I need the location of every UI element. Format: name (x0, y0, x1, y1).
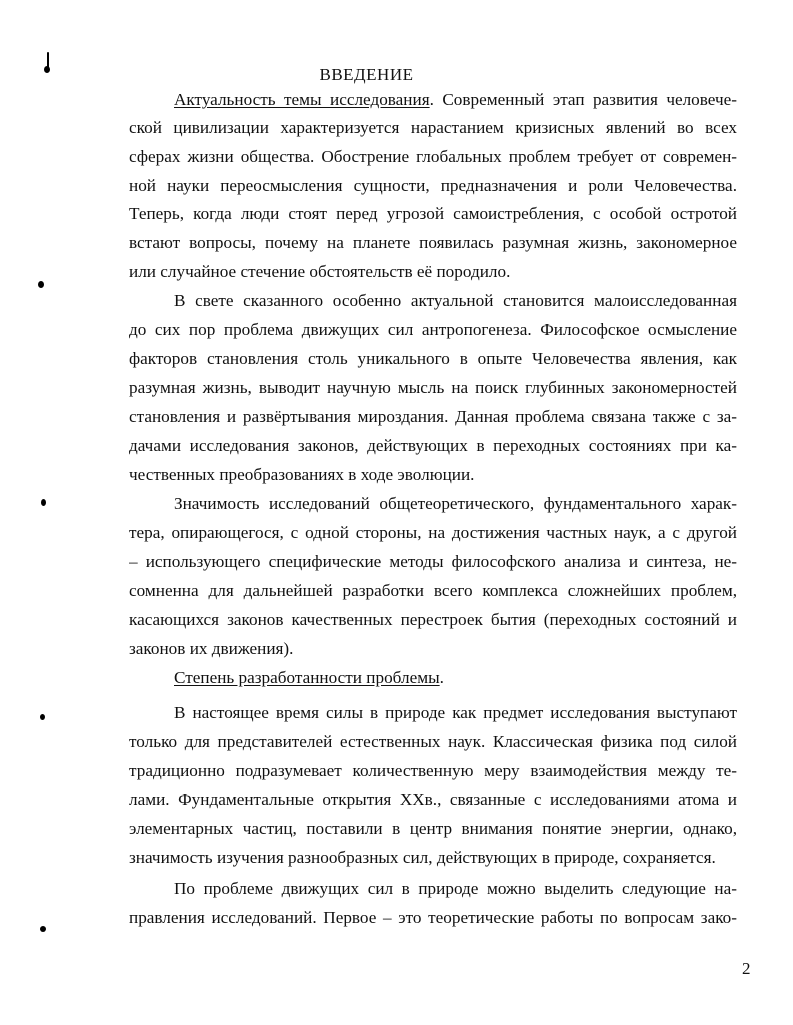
paragraph-4-line-2: только для представителей естественных наук. Классическая физика под силой (129, 732, 737, 751)
paragraph-4-line-5: элементарных частиц, поставили в центр внимания понятие энергии, однако, (129, 819, 737, 838)
paragraph-1-line-4: ной науки переосмысления сущности, предназначения и роли Человечества. (129, 176, 737, 195)
paragraph-2-line-5: становления и развёртывания мироздания. Данная проблема связана также с за- (129, 407, 737, 426)
development-heading: Степень разработанности проблемы (174, 668, 440, 687)
scan-mark-3 (38, 281, 44, 288)
paragraph-3-line-4: сомненна для дальнейшей разработки всего комплекса сложнейших проблем, (129, 581, 737, 600)
paragraph-1-line-7: или случайное стечение обстоятельств её породило. (129, 262, 511, 281)
paragraph-2-line-2: до сих пор проблема движущих сил антропогенеза. Философское осмысление (129, 320, 737, 339)
paragraph-4-line-4: лами. Фундаментальные открытия XXв., связанные с исследованиями атома и (129, 790, 737, 809)
paragraph-2-line-6: дачами исследования законов, действующих в переходных состояниях при ка- (129, 436, 737, 455)
paragraph-1-line-5: Теперь, когда люди стоят перед угрозой самоистребления, с особой остротой (129, 204, 737, 223)
paragraph-1-line-1: Актуальность темы исследования. Современный этап развития человече- (174, 90, 737, 109)
paragraph-3-line-5: касающихся законов качественных перестроек бытия (переходных состояний и (129, 610, 737, 629)
scan-mark-5 (40, 714, 45, 720)
page-title: ВВЕДЕНИЕ (319, 65, 414, 84)
paragraph-4-line-1: В настоящее время силы в природе как предмет исследования выступают (174, 703, 737, 722)
paragraph-2-line-4: разумная жизнь, выводит научную мысль на поиск глубинных закономерностей (129, 378, 737, 397)
paragraph-5-line-1: По проблеме движущих сил в природе можно выделить следующие на- (174, 879, 737, 898)
paragraph-4-line-6: значимость изучения разнообразных сил, действующих в природе, сохраняется. (129, 848, 716, 867)
paragraph-1-line-6: встают вопросы, почему на планете появилась разумная жизнь, закономерное (129, 233, 737, 252)
paragraph-1-line-2: ской цивилизации характеризуется нарастанием кризисных явлений во всех (129, 118, 737, 137)
paragraph-3-line-6: законов их движения). (129, 639, 294, 658)
relevance-heading: Актуальность темы исследования (174, 90, 430, 109)
paragraph-1-line-3: сферах жизни общества. Обострение глобальных проблем требует от современ- (129, 147, 737, 166)
paragraph-4-line-3: традиционно подразумевает количественную меру взаимодействия между те- (129, 761, 737, 780)
paragraph-2-line-1: В свете сказанного особенно актуальной становится малоисследованная (174, 291, 737, 310)
page-number: 2 (742, 959, 751, 978)
paragraph-3-line-3: – использующего специфические методы философского анализа и синтеза, не- (129, 552, 737, 571)
paragraph-5-line-2: правления исследований. Первое – это теоретические работы по вопросам зако- (129, 908, 737, 927)
scan-mark-4 (41, 499, 46, 506)
paragraph-3-line-1: Значимость исследований общетеоретического, фундаментального харак- (174, 494, 737, 513)
scan-mark-6 (40, 926, 46, 932)
paragraph-2-line-3: факторов становления столь уникального в опыте Человечества явления, как (129, 349, 737, 368)
paragraph-2-line-7: чественных преобразованиях в ходе эволюции. (129, 465, 475, 484)
paragraph-3-line-2: тера, опирающегося, с одной стороны, на достижения частных наук, а с другой (129, 523, 737, 542)
development-heading-line: Степень разработанности проблемы. (174, 668, 444, 687)
